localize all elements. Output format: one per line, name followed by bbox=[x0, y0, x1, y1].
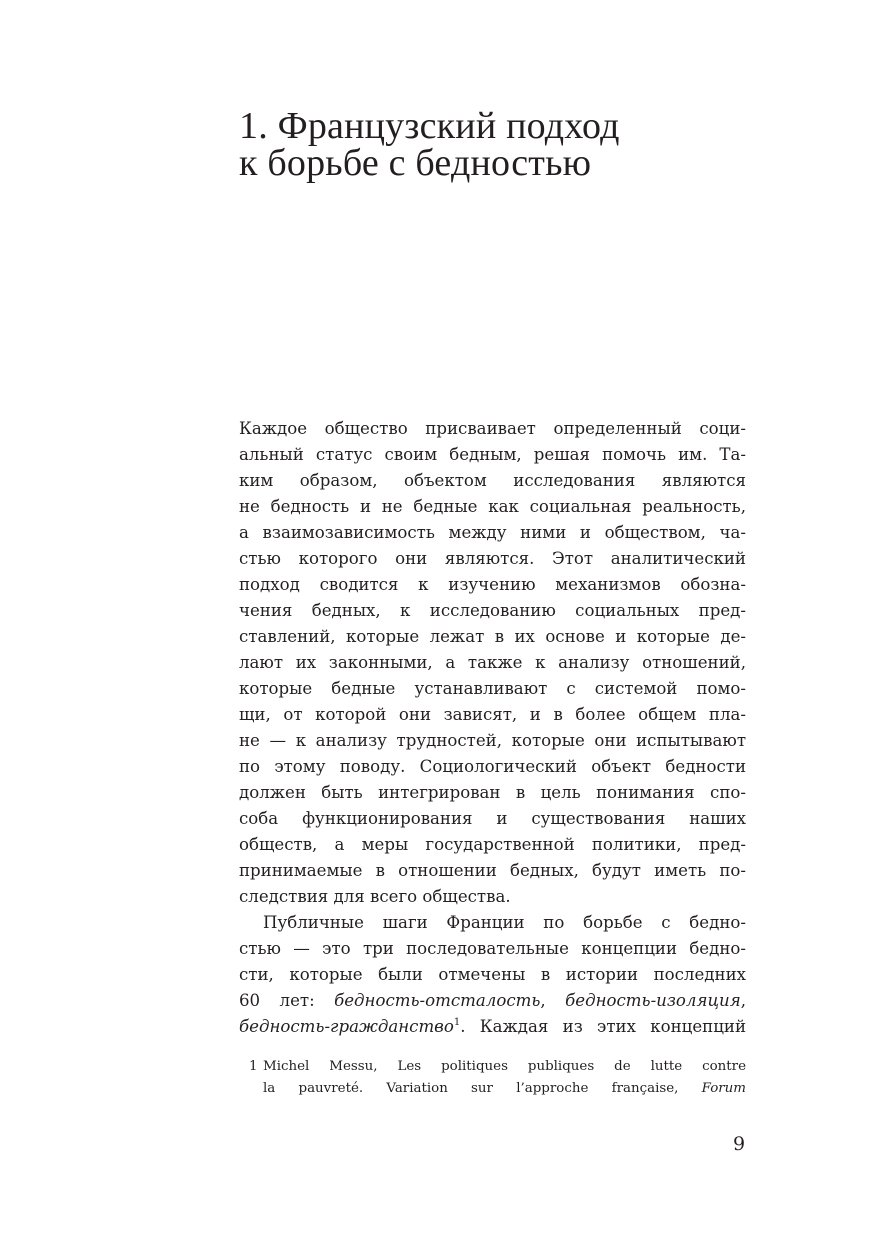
text-line: не бедность и не бедные как социальная реальность, bbox=[239, 497, 746, 516]
text-line: ким образом, объектом исследования являются bbox=[239, 471, 746, 490]
text-line bbox=[239, 1014, 746, 1040]
footnote-marker: 1 bbox=[249, 1059, 258, 1074]
footnote bbox=[239, 1056, 746, 1100]
text-line: соба функционирования и существования наших bbox=[239, 809, 746, 828]
italic-term: бедность-изоляция bbox=[565, 991, 741, 1010]
italic-title: Forum bbox=[701, 1081, 746, 1096]
text-line: лают их законными, а также к анализу отношений, bbox=[239, 653, 746, 672]
italic-term: бедность-отсталость bbox=[334, 991, 541, 1010]
text-line: Публичные шаги Франции по борьбе с бедно- bbox=[263, 913, 746, 932]
footnote-line: Michel Messu, Les politiques publiques de lutte contre bbox=[263, 1059, 746, 1074]
text-run: . Каждая из этих концепций bbox=[460, 1017, 746, 1036]
text-line: а взаимозависимость между ними и обществом, ча- bbox=[239, 523, 746, 542]
text-line: стью которого они являются. Этот аналитический bbox=[239, 549, 746, 568]
text-line: Каждое общество присваивает определенный соци- bbox=[239, 419, 746, 438]
text-line: которые бедные устанавливают с системой помо- bbox=[239, 679, 746, 698]
text-line: подход сводится к изучению механизмов обозна- bbox=[239, 575, 746, 594]
text-run: , bbox=[740, 991, 746, 1010]
text-line: альный статус своим бедным, решая помочь им. Та- bbox=[239, 445, 746, 464]
text-line: следствия для всего общества. bbox=[239, 887, 511, 906]
chapter-title bbox=[239, 105, 759, 184]
text-line: сти, которые были отмечены в истории последних bbox=[239, 965, 746, 984]
text-run: la pauvreté. Variation sur l’approche française, bbox=[263, 1081, 702, 1096]
footnote-line bbox=[239, 1078, 746, 1100]
text-line bbox=[239, 988, 746, 1014]
italic-term: бедность-гражданство bbox=[239, 1017, 454, 1036]
text-line: щи, от которой они зависят, и в более общем пла- bbox=[239, 705, 746, 724]
text-line: ставлений, которые лежат в их основе и которые де- bbox=[239, 627, 746, 646]
chapter-title-line-2: к борьбе с бедностью bbox=[239, 142, 592, 184]
text-run: 60 лет: bbox=[239, 991, 335, 1010]
text-line: должен быть интегрирован в цель понимания спо- bbox=[239, 783, 746, 802]
text-line: не — к анализу трудностей, которые они испытывают bbox=[239, 731, 746, 750]
footnote-reference[interactable]: 1 bbox=[453, 1017, 461, 1028]
text-run: , bbox=[540, 991, 566, 1010]
text-line: по этому поводу. Социологический объект бедности bbox=[239, 757, 746, 776]
text-line: принимаемые в отношении бедных, будут иметь по- bbox=[239, 861, 746, 880]
chapter-title-line-1: 1. Французский подход bbox=[239, 105, 620, 147]
body-text bbox=[239, 416, 746, 1040]
page-number: 9 bbox=[733, 1133, 746, 1155]
text-line: чения бедных, к исследованию социальных пред- bbox=[239, 601, 746, 620]
text-line: стью — это три последовательные концепции бедно- bbox=[239, 939, 746, 958]
text-line: обществ, а меры государственной политики, пред- bbox=[239, 835, 746, 854]
